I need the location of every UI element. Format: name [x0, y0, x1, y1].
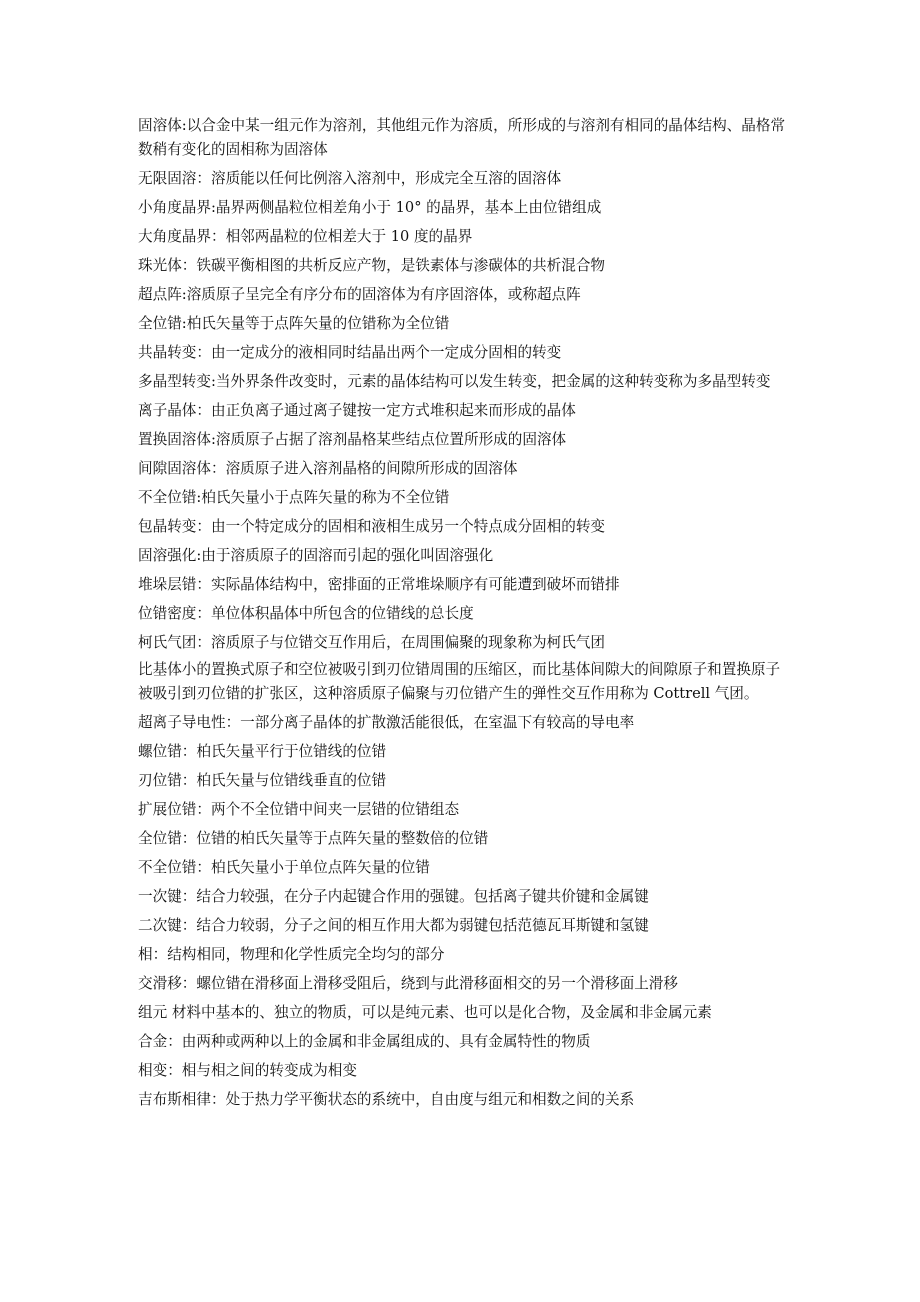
definition-edge-dislocation: 刃位错：柏氏矢量与位错线垂直的位错	[138, 772, 387, 789]
definition-unlimited-solid-solubility: 无限固溶：溶质能以任何比例溶入溶剂中，形成完全互溶的固溶体	[138, 170, 562, 187]
definition-eutectic-transformation: 共晶转变：由一定成分的液相同时结晶出两个一定成分固相的转变	[138, 344, 562, 361]
definition-superlattice: 超点阵:溶质原子呈完全有序分布的固溶体为有序固溶体，或称超点阵	[138, 286, 581, 303]
definition-solid-solution-strengthening: 固溶强化:由于溶质原子的固溶而引起的强化叫固溶强化	[138, 547, 494, 564]
definition-phase: 相：结构相同，物理和化学性质完全均匀的部分	[138, 946, 445, 963]
definition-gibbs-phase-rule: 吉布斯相律：处于热力学平衡状态的系统中，自由度与组元和相数之间的关系	[138, 1091, 635, 1108]
definition-pearlite: 珠光体：铁碳平衡相图的共析反应产物，是铁素体与渗碳体的共析混合物	[138, 257, 606, 274]
definition-peritectic-transformation: 包晶转变：由一个特定成分的固相和液相生成另一个特点成分固相的转变	[138, 518, 606, 535]
definition-perfect-dislocation-2: 全位错：位错的柏氏矢量等于点阵矢量的整数倍的位错	[138, 830, 489, 847]
definition-perfect-dislocation: 全位错:柏氏矢量等于点阵矢量的位错称为全位错	[138, 315, 450, 332]
definition-secondary-bond: 二次键：结合力较弱，分子之间的相互作用大都为弱键包括范德瓦耳斯键和氢键	[138, 917, 649, 934]
definition-primary-bond: 一次键：结合力较强，在分子内起键合作用的强键。包括离子键共价键和金属键	[138, 888, 649, 905]
definition-extended-dislocation: 扩展位错：两个不全位错中间夹一层错的位错组态	[138, 801, 460, 818]
definition-polymorphic-transformation: 多晶型转变:当外界条件改变时，元素的晶体结构可以发生转变，把金属的这种转变称为多晶型转变	[138, 373, 771, 390]
definition-ionic-crystal: 离子晶体：由正负离子通过离子键按一定方式堆积起来而形成的晶体	[138, 402, 576, 419]
definition-interstitial-solid-solution: 间隙固溶体：溶质原子进入溶剂晶格的间隙所形成的固溶体	[138, 460, 518, 477]
definition-alloy: 合金：由两种或两种以上的金属和非金属组成的、具有金属特性的物质	[138, 1033, 591, 1050]
definition-component: 组元 材料中基本的、独立的物质，可以是纯元素、也可以是化合物，及金属和非金属元素	[138, 1004, 712, 1021]
definition-cottrell-atmosphere: 柯氏气团：溶质原子与位错交互作用后，在周围偏聚的现象称为柯氏气团	[138, 634, 606, 651]
definition-phase-transformation: 相变：相与相之间的转变成为相变	[138, 1062, 357, 1079]
definition-cottrell-atmosphere-detail: 比基体小的置换式原子和空位被吸引到刃位错周围的压缩区，而比基体间隙大的间隙原子和置换原子被吸引到刃位错的扩张区，这种溶质原子偏聚与刃位错产生的弹性交互作用称为 Cottrell 气团。	[138, 661, 781, 702]
definition-dislocation-density: 位错密度：单位体积晶体中所包含的位错线的总长度	[138, 605, 474, 622]
definition-partial-dislocation-2: 不全位错：柏氏矢量小于单位点阵矢量的位错	[138, 859, 430, 876]
definition-substitutional-solid-solution: 置换固溶体:溶质原子占据了溶剂晶格某些结点位置所形成的固溶体	[138, 431, 567, 448]
definition-superionic-conductivity: 超离子导电性：一部分离子晶体的扩散激活能很低，在室温下有较高的导电率	[138, 714, 635, 731]
document-body	[138, 114, 788, 1117]
definition-low-angle-grain-boundary: 小角度晶界:晶界两侧晶粒位相差角小于 10° 的晶界，基本上由位错组成	[138, 199, 602, 216]
definition-partial-dislocation: 不全位错:柏氏矢量小于点阵矢量的称为不全位错	[138, 489, 450, 506]
definition-screw-dislocation: 螺位错：柏氏矢量平行于位错线的位错	[138, 743, 387, 760]
definition-solid-solution: 固溶体:以合金中某一组元作为溶剂，其他组元作为溶质，所形成的与溶剂有相同的晶体结构、晶格常数稍有变化的固相称为固溶体	[138, 117, 786, 158]
definition-stacking-fault: 堆垛层错：实际晶体结构中，密排面的正常堆垛顺序有可能遭到破坏而错排	[138, 576, 620, 593]
definition-cross-slip: 交滑移：螺位错在滑移面上滑移受阻后，绕到与此滑移面相交的另一个滑移面上滑移	[138, 975, 678, 992]
definition-high-angle-grain-boundary: 大角度晶界：相邻两晶粒的位相差大于 10 度的晶界	[138, 228, 473, 245]
